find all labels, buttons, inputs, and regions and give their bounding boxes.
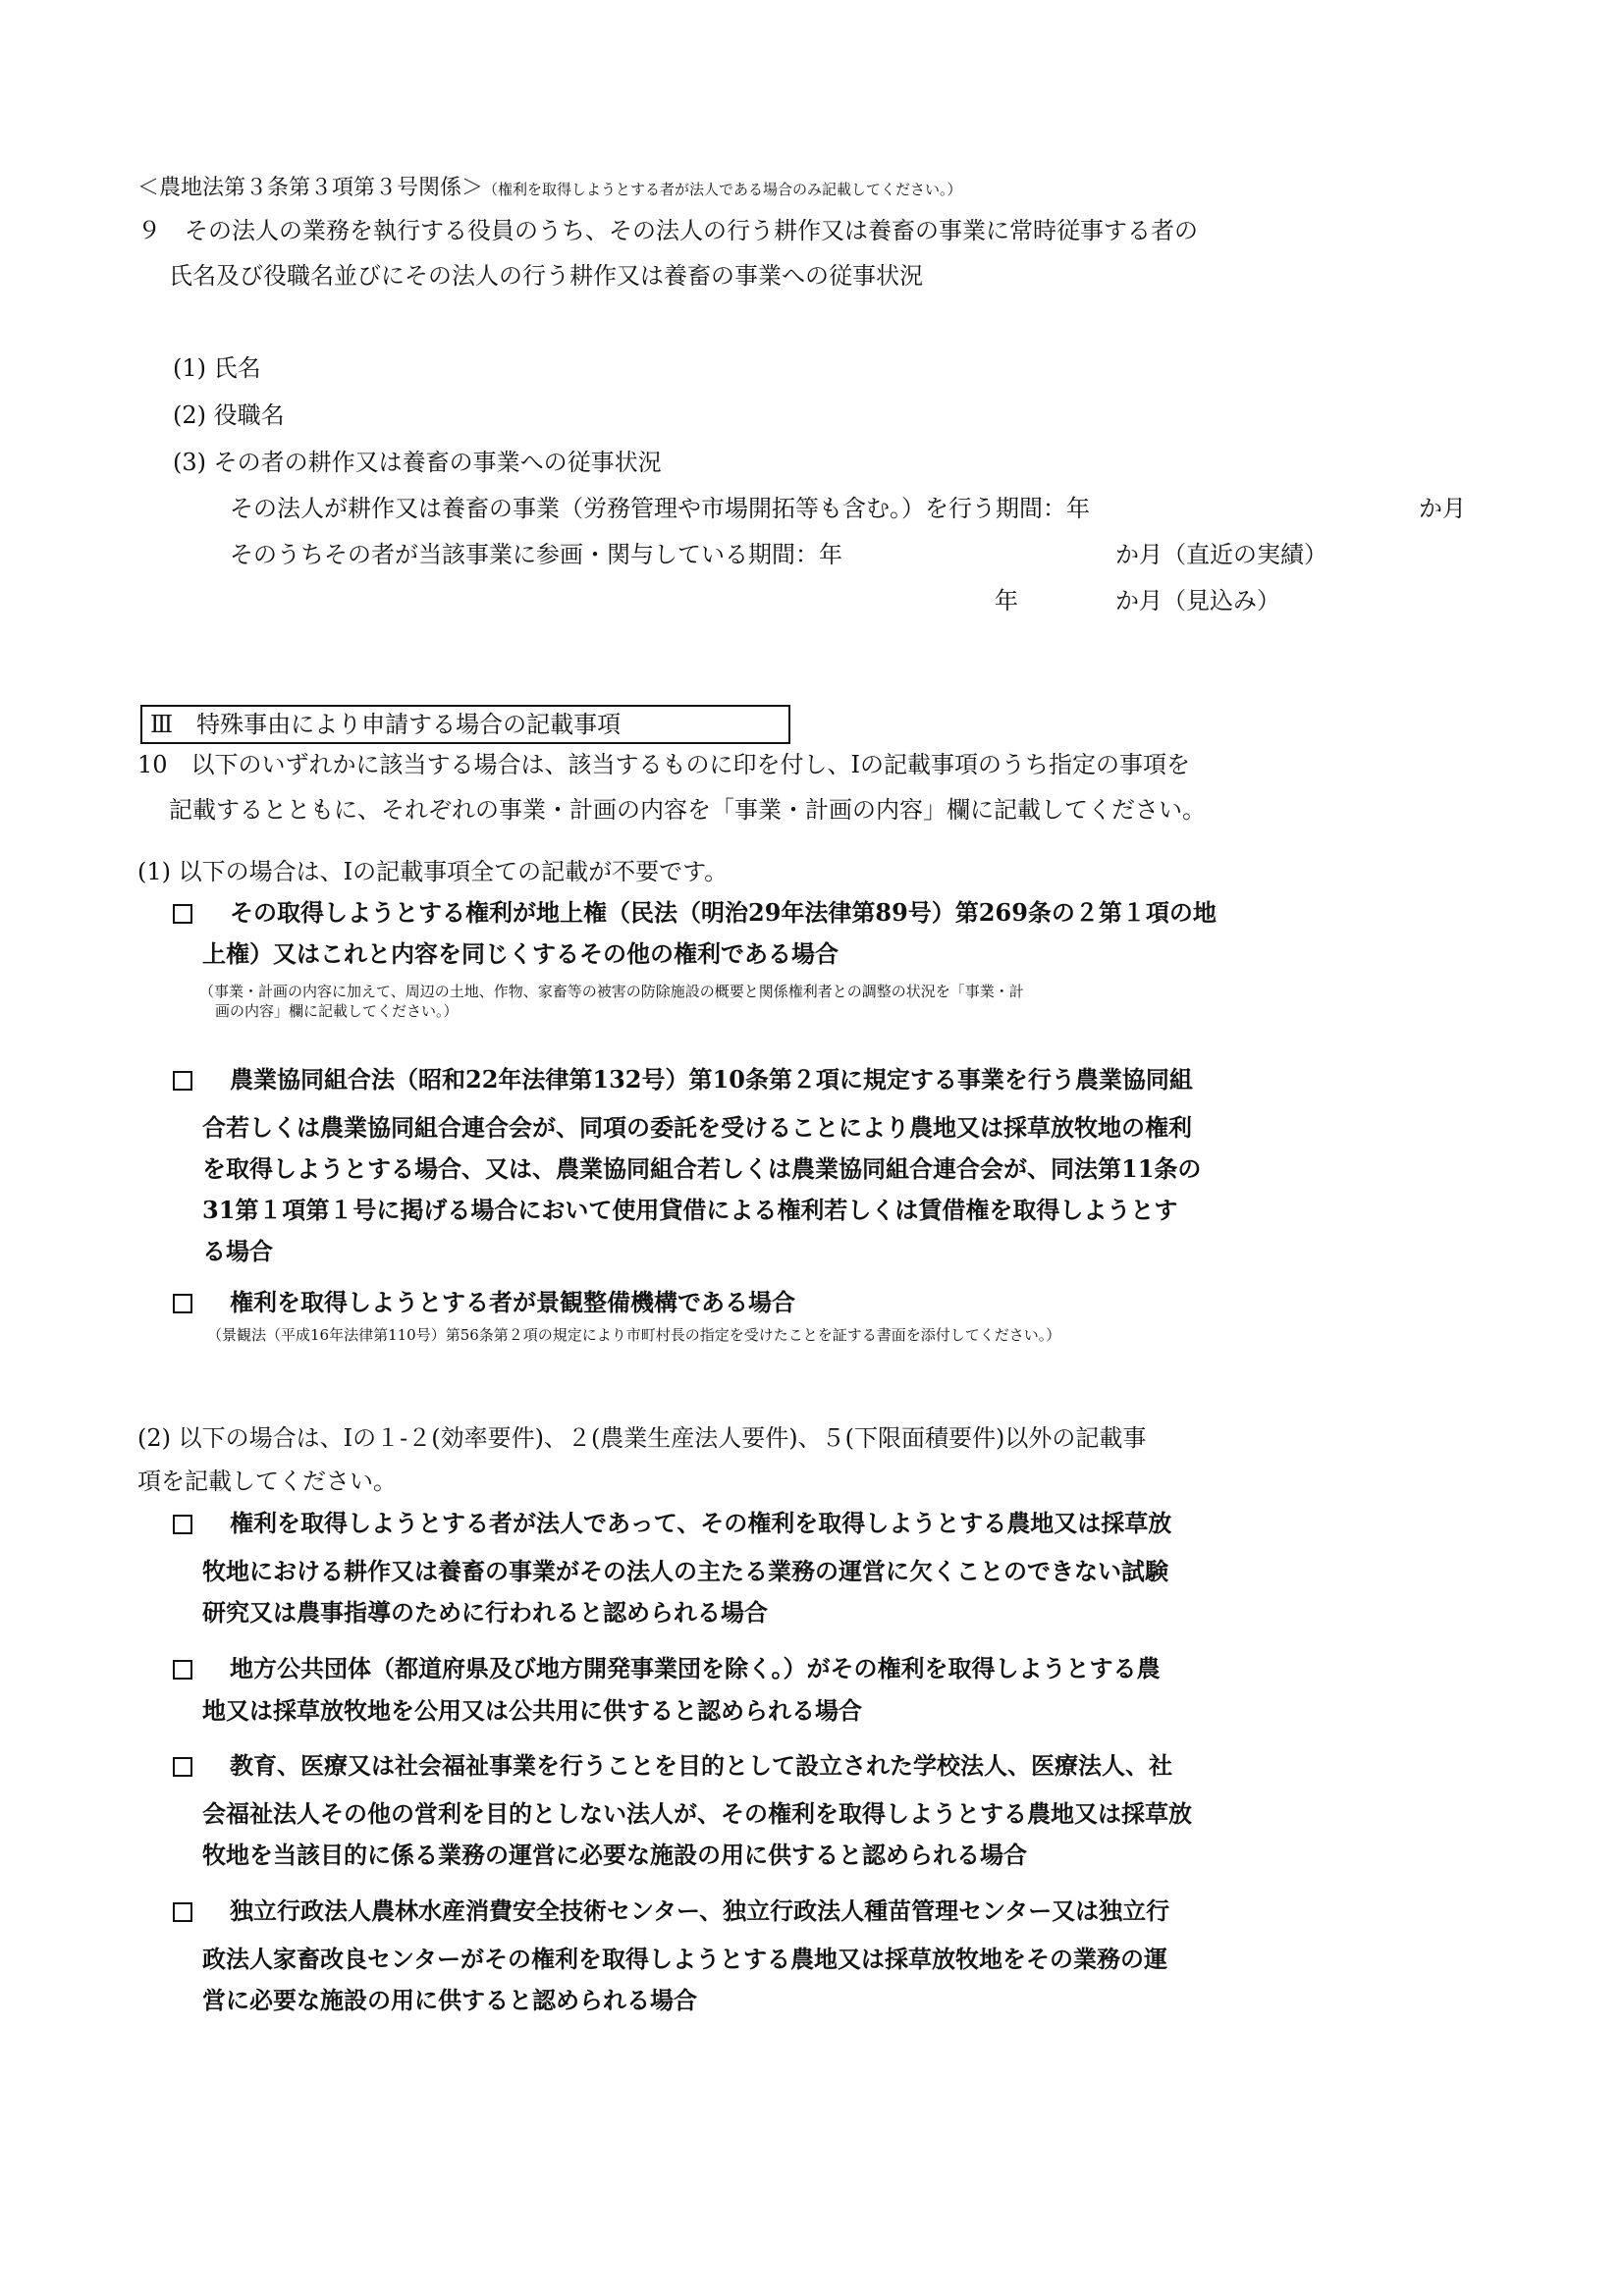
section-header-text: ＜農地法第３条第３項第３号関係＞ bbox=[137, 176, 484, 200]
option-iai bbox=[230, 1896, 1169, 1926]
option-superficies-note bbox=[199, 982, 1024, 1021]
option-research-cont bbox=[202, 1551, 1168, 1633]
option-landscape-note bbox=[207, 1325, 1060, 1345]
option-superficies bbox=[230, 898, 1217, 928]
option-superficies-cont bbox=[202, 939, 839, 969]
option-research-line3: 研究又は農事指導のために行われると認められる場合 bbox=[202, 1598, 768, 1627]
checkbox-superficies[interactable] bbox=[173, 904, 192, 924]
checkbox-landscape[interactable] bbox=[173, 1294, 192, 1313]
checkbox-local-gov[interactable] bbox=[173, 1660, 192, 1680]
option-iai-cont bbox=[202, 1939, 1167, 2021]
option-nonprofit-cont bbox=[202, 1793, 1192, 1876]
option-local-gov-cont bbox=[202, 1696, 862, 1726]
item-name: (1) 氏名 bbox=[173, 354, 261, 382]
option-iai-line2: 政法人家畜改良センターがその権利を取得しようとする農地又は採草放牧地をその業務の運 bbox=[202, 1945, 1168, 1973]
part-2-title-line1: (2) 以下の場合は、Ⅰの１-２(効率要件)、２(農業生産法人要件)、５(下限面積要件)以外の記載事 bbox=[137, 1424, 1147, 1452]
checkbox-nonprofit[interactable] bbox=[173, 1757, 192, 1777]
option-nonprofit-line3: 牧地を当該目的に係る業務の運営に必要な施設の用に供すると認められる場合 bbox=[202, 1841, 1027, 1869]
option-nonprofit-line2: 会福祉法人その他の営利を目的としない法人が、その権利を取得しようとする農地又は採草放 bbox=[202, 1799, 1192, 1828]
option-agri-coop-line2: 合若しくは農業協同組合連合会が、同項の委託を受けることにより農地又は採草放牧地の権利 bbox=[202, 1113, 1192, 1142]
option-landscape-line1: 権利を取得しようとする者が景観整備機構である場合 bbox=[230, 1288, 795, 1316]
option-agri-coop-line1: 農業協同組合法（昭和22年法律第132号）第10条第２項に規定する事業を行う農業協同組 bbox=[230, 1065, 1193, 1094]
section-header bbox=[137, 175, 962, 202]
option-superficies-line2: 上権）又はこれと内容を同じくするその他の権利である場合 bbox=[202, 939, 839, 968]
option-superficies-note1: （事業・計画の内容に加えて、周辺の土地、作物、家畜等の被害の防除施設の概要と関係権利者との調整の状況を「事業・計 bbox=[199, 983, 1024, 1000]
item-engagement: (3) その者の耕作又は養畜の事業への従事状況 bbox=[173, 449, 662, 476]
option-research-line1: 権利を取得しようとする者が法人であって、その権利を取得しようとする農地又は採草放 bbox=[230, 1509, 1172, 1537]
option-superficies-line1: その取得しようとする権利が地上権（民法（明治29年法律第89号）第269条の２第１項の地 bbox=[230, 898, 1217, 927]
period-1-label: その法人が耕作又は養畜の事業（労務管理や市場開拓等も含む。）を行う期間：年 bbox=[230, 495, 1090, 522]
option-agri-coop-line3: を取得しようとする場合、又は、農業協同組合若しくは農業協同組合連合会が、同法第11条の bbox=[202, 1154, 1202, 1183]
option-landscape-note-text: （景観法（平成16年法律第110号）第56条第２項の規定により市町村長の指定を受けたことを証する書面を添付してください。） bbox=[207, 1326, 1061, 1344]
question-9-line2: 氏名及び役職名並びにその法人の行う耕作又は養畜の事業への従事状況 bbox=[169, 262, 923, 290]
option-iai-line1: 独立行政法人農林水産消費安全技術センター、独立行政法人種苗管理センター又は独立行 bbox=[230, 1896, 1170, 1925]
period-2-unit: か月（直近の実績） bbox=[1115, 541, 1327, 568]
option-local-gov-line1: 地方公共団体（都道府県及び地方開発事業団を除く。）がその権利を取得しようとする農 bbox=[230, 1654, 1161, 1682]
period-3-unit: か月（見込み） bbox=[1115, 587, 1280, 614]
question-10-line2: 記載するとともに、それぞれの事業・計画の内容を「事業・計画の内容」欄に記載してください。 bbox=[169, 796, 1206, 824]
option-landscape bbox=[230, 1288, 795, 1317]
option-local-gov bbox=[230, 1654, 1161, 1683]
section-iii-title: Ⅲ 特殊事由により申請する場合の記載事項 bbox=[150, 711, 622, 738]
option-agri-coop-line5: る場合 bbox=[202, 1237, 273, 1265]
section-header-note: （権利を取得しようとする者が法人である場合のみ記載してください。） bbox=[483, 181, 962, 198]
checkbox-agri-coop[interactable] bbox=[173, 1071, 192, 1091]
option-research bbox=[230, 1509, 1171, 1538]
period-1-unit: か月 bbox=[1419, 495, 1466, 522]
option-agri-coop-cont bbox=[202, 1107, 1201, 1272]
option-research-line2: 牧地における耕作又は養畜の事業がその法人の主たる業務の運営に欠くことのできない試験 bbox=[202, 1557, 1168, 1585]
option-agri-coop-line4: 31第１項第１号に掲げる場合において使用貸借による権利若しくは賃借権を取得しようとす bbox=[202, 1196, 1178, 1224]
checkbox-iai[interactable] bbox=[173, 1902, 192, 1922]
option-agri-coop bbox=[230, 1065, 1193, 1095]
section-iii-box bbox=[140, 705, 790, 744]
question-9-line1: ９ その法人の業務を執行する役員のうち、その法人の行う耕作又は養畜の事業に常時従事する者の bbox=[137, 217, 1198, 244]
question-10-line1: 10 以下のいずれかに該当する場合は、該当するものに印を付し、Ⅰの記載事項のうち指定の事項を bbox=[137, 751, 1191, 778]
part-2-title-line2: 項を記載してください。 bbox=[137, 1468, 397, 1495]
option-iai-line3: 営に必要な施設の用に供すると認められる場合 bbox=[202, 1986, 697, 2014]
checkbox-research[interactable] bbox=[173, 1515, 192, 1534]
option-local-gov-line2: 地又は採草放牧地を公用又は公共用に供すると認められる場合 bbox=[202, 1696, 862, 1725]
option-nonprofit bbox=[230, 1751, 1172, 1781]
option-nonprofit-line1: 教育、医療又は社会福祉事業を行うことを目的として設立された学校法人、医療法人、社 bbox=[230, 1751, 1172, 1780]
period-2-label: そのうちその者が当該事業に参画・関与している期間：年 bbox=[230, 541, 842, 568]
part-1-title: (1) 以下の場合は、Ⅰの記載事項全ての記載が不要です。 bbox=[137, 858, 729, 885]
option-superficies-note2: 画の内容」欄に記載してください。） bbox=[215, 1002, 459, 1020]
period-3-year: 年 bbox=[995, 587, 1018, 614]
item-title: (2) 役職名 bbox=[173, 401, 285, 429]
